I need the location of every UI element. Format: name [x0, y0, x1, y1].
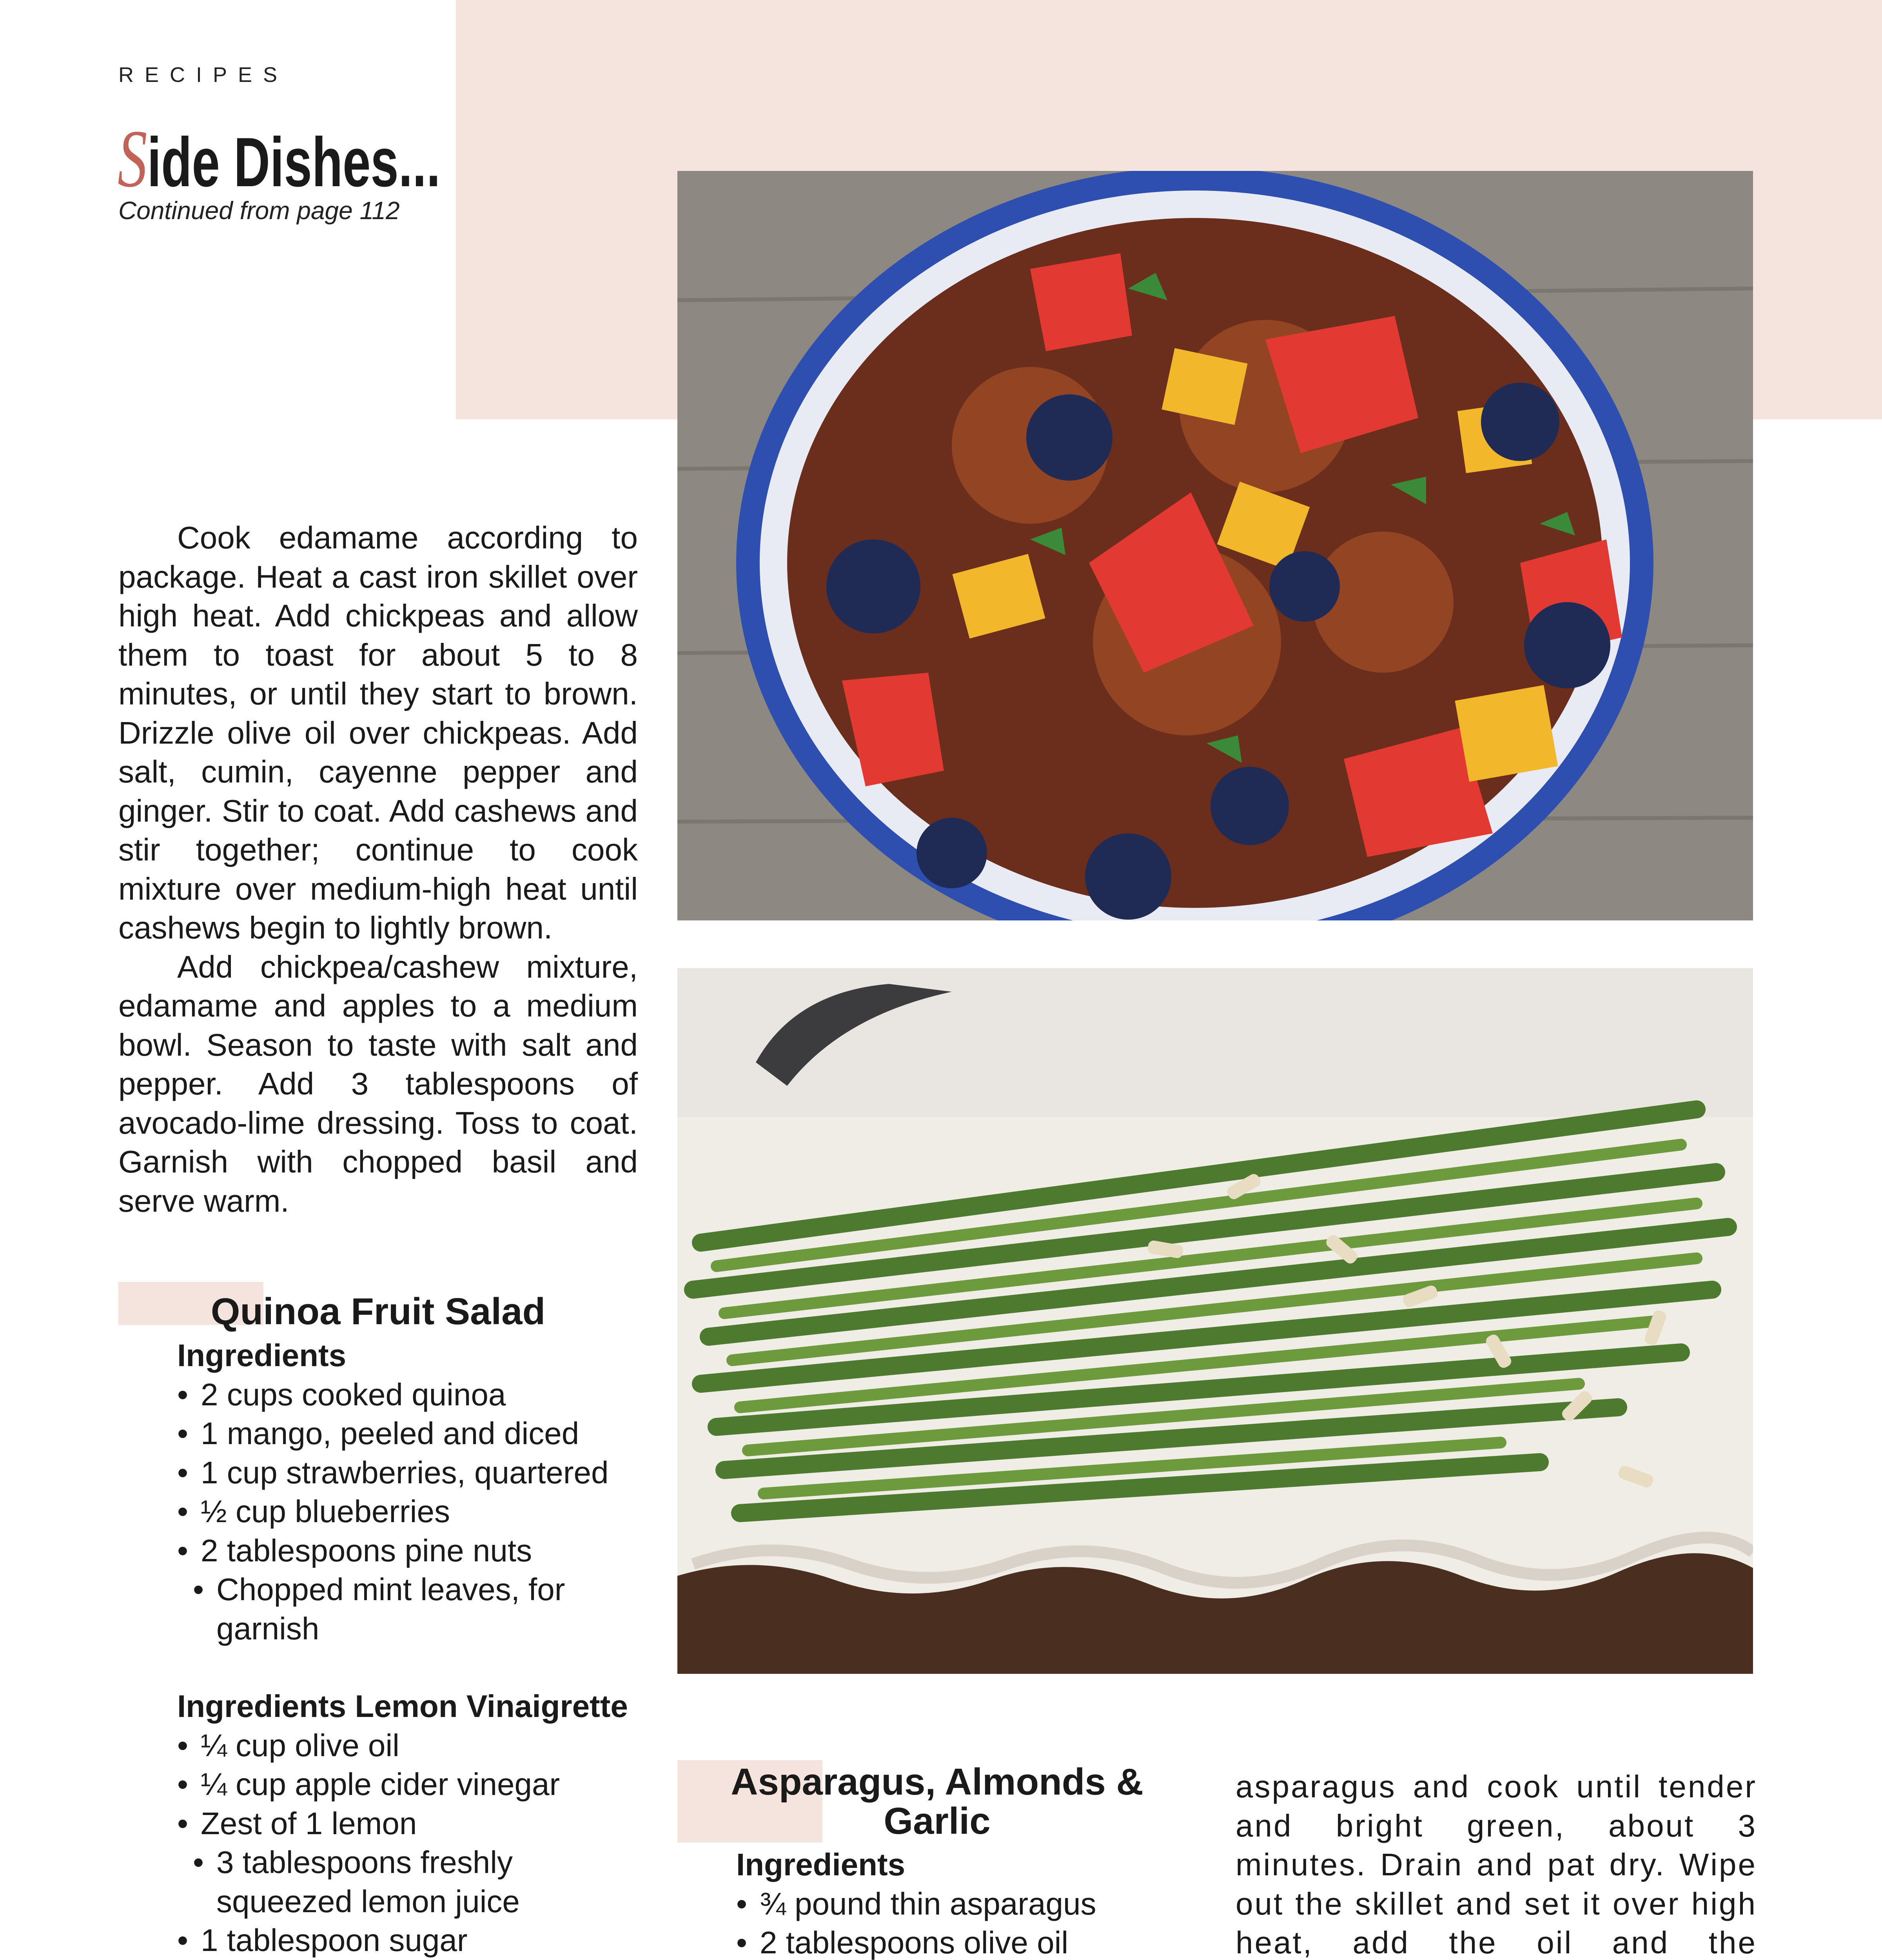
page-title	[118, 113, 441, 204]
list-item: • 2 tablespoons pine nuts	[177, 1533, 532, 1568]
quinoa-salad-photo	[677, 171, 1753, 920]
intro-paragraph-1: Cook edamame according to package. Heat a cast iron skillet over high heat. Add chickpeas and allow them to toast for about 5 to 8 minutes, or until they start to brown. Drizzle olive oil over chickpeas. Add salt, cumin, cayenne pepper and ginger. Stir to coat. Add cashews and stir together; continue to cook mixture over medium-high heat until cashews begin to lightly brown.	[118, 520, 638, 945]
list-item: • 2 cups cooked quinoa	[177, 1377, 506, 1412]
asparagus-almonds-photo	[677, 968, 1753, 1674]
asparagus-heading	[677, 1762, 1197, 1841]
list-item: • 1 mango, peeled and diced	[177, 1416, 579, 1451]
vinaigrette-label: Ingredients Lemon Vinaigrette	[177, 1689, 628, 1724]
list-item: • ¼ cup olive oil	[177, 1728, 399, 1763]
list-item: • ¾ pound thin asparagus	[736, 1886, 1096, 1921]
quinoa-ingredients-label: Ingredients	[177, 1338, 347, 1373]
list-item: • 1 tablespoon sugar	[177, 1923, 468, 1958]
asparagus-recipe	[736, 1845, 1197, 1960]
list-item: • Zest of 1 lemon	[177, 1806, 417, 1841]
asparagus-directions-continued	[1236, 1767, 1757, 1960]
list-item: • 1 cup strawberries, quartered	[177, 1455, 609, 1490]
title-dropcap: S	[118, 113, 147, 204]
list-item: • ¼ cup apple cider vinegar	[177, 1767, 560, 1802]
asparagus-heading-line-1: Asparagus, Almonds &	[731, 1761, 1143, 1803]
quinoa-recipe	[177, 1336, 638, 1960]
asparagus-ingredients-label: Ingredients	[736, 1847, 906, 1882]
intro-paragraph-2: Add chickpea/cashew mixture, edamame and apples to a medium bowl. Season to taste with salt and pepper. Add 3 tablespoons of avocado-lime dressing. Toss to coat. Garnish with chopped basil and serve warm.	[118, 949, 638, 1218]
quinoa-ingredients-list	[177, 1375, 638, 1648]
vinaigrette-list	[177, 1726, 638, 1960]
asparagus-ingredients-list	[736, 1884, 1197, 1960]
list-item: • 2 tablespoons olive oil	[736, 1925, 1069, 1960]
list-item: • 3 tablespoons freshly squeezed lemon juice	[193, 1845, 520, 1919]
quinoa-heading: Quinoa Fruit Salad	[211, 1290, 546, 1332]
continued-note: Continued from page 112	[118, 196, 400, 225]
asparagus-heading-line-2: Garlic	[884, 1800, 991, 1842]
section-label: RECIPES	[118, 63, 289, 87]
list-item: • Chopped mint leaves, for garnish	[193, 1572, 565, 1646]
intro-text	[118, 518, 638, 1220]
asparagus-directions-continued-text: asparagus and cook until tender and bright green, about 3 minutes. Drain and pat dry. Wipe out the skillet and set it over high heat, add the oil and the	[1236, 1769, 1757, 1960]
title-text: ide Dishes...	[147, 123, 441, 201]
list-item: • ½ cup blueberries	[177, 1494, 450, 1529]
